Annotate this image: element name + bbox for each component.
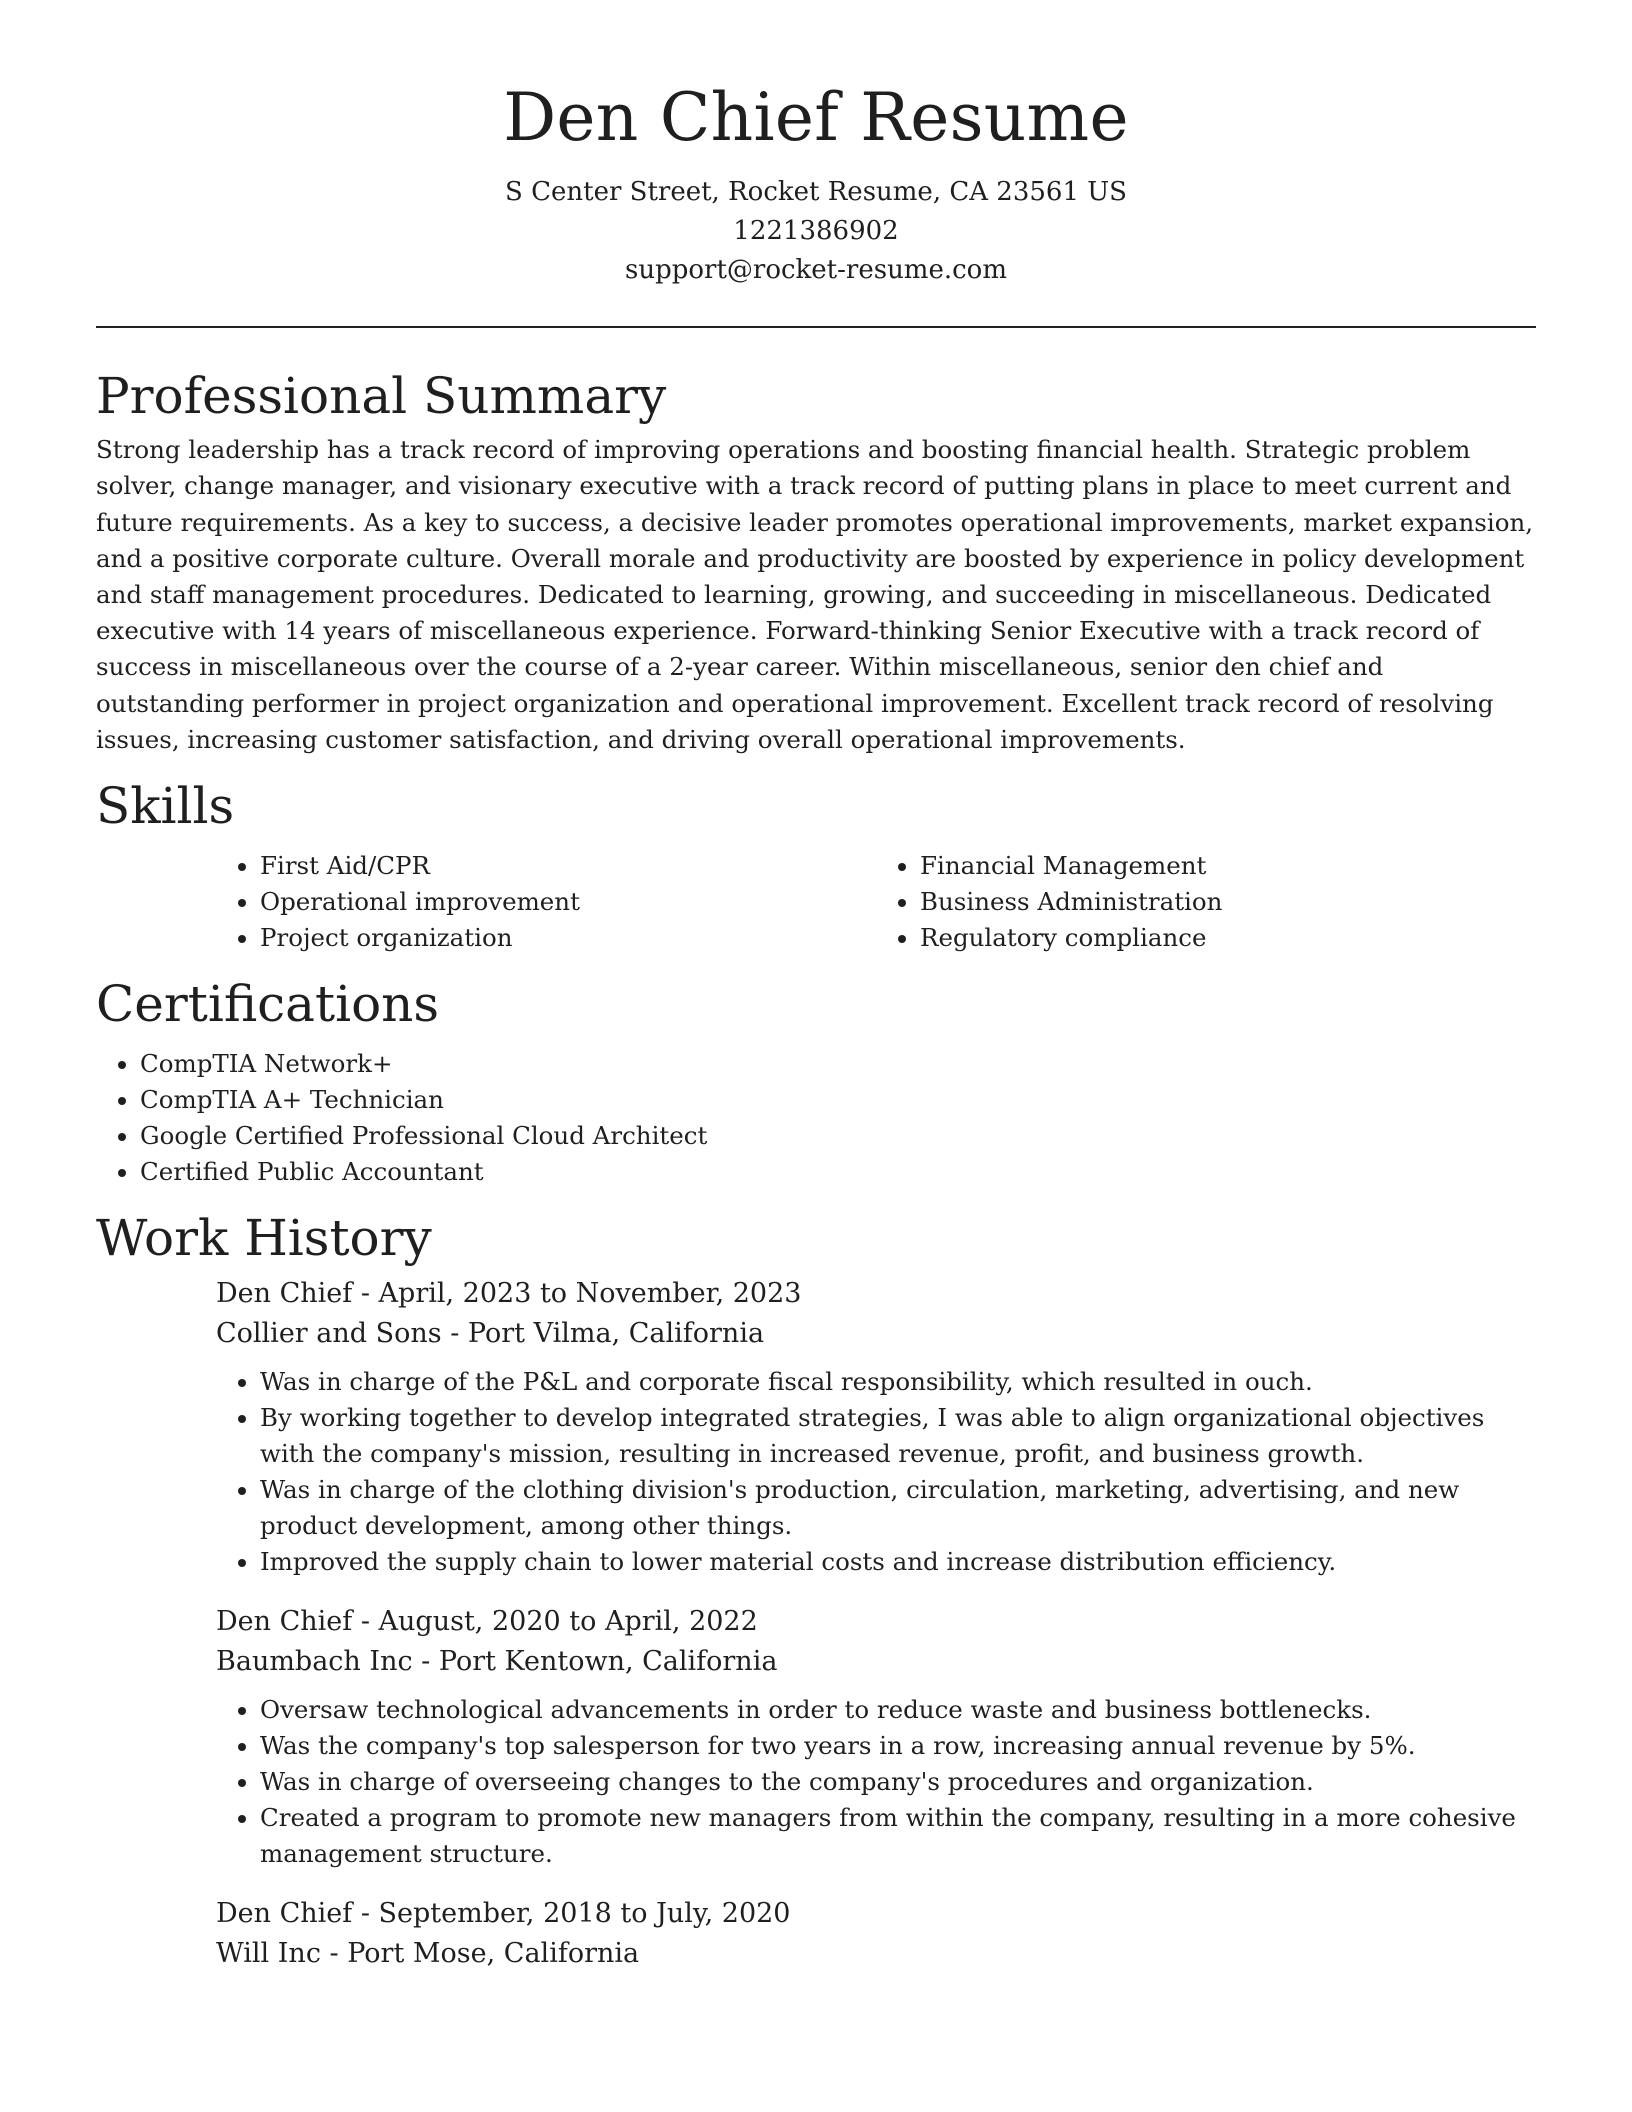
job-bullet: • Was in charge of overseeing changes to the company's procedures and organization. — [260, 1764, 1536, 1800]
job-title-dates: Den Chief - September, 2018 to July, 2020 — [216, 1898, 791, 1930]
job-title-dates: Den Chief - April, 2023 to November, 2023 — [216, 1278, 802, 1310]
job-company-location: Collier and Sons - Port Vilma, California — [216, 1318, 765, 1350]
resume-header — [96, 0, 1536, 290]
job-bullets — [216, 1364, 1536, 1580]
job-bullets — [216, 1692, 1536, 1872]
job-bullet: • Was the company's top salesperson for two years in a row, increasing annual revenue by 5%. — [260, 1728, 1536, 1764]
skills-list-right — [876, 848, 1536, 956]
contact-email: support@rocket-resume.com — [624, 255, 1007, 286]
contact-phone: 1221386902 — [733, 216, 899, 247]
contact-block — [96, 173, 1536, 290]
job-bullet: • Improved the supply chain to lower material costs and increase distribution efficiency. — [260, 1544, 1536, 1580]
certifications-list — [96, 1046, 1536, 1190]
job-entry — [216, 1602, 1536, 1872]
skill-item: • Business Administration — [920, 884, 1536, 920]
section-title-skills: Skills — [96, 777, 235, 836]
work-history-section — [96, 1208, 1536, 1974]
certifications-section — [96, 974, 1536, 1190]
skill-item: • Regulatory compliance — [920, 920, 1536, 956]
job-bullet: • Was in charge of the clothing division's production, circulation, marketing, advertising, and new product development, among other things. — [260, 1472, 1536, 1544]
skills-section — [96, 776, 1536, 956]
summary-paragraph: Strong leadership has a track record of improving operations and boosting financial health. Strategic problem solver, change manager, and visionary executive with a track record of putting plans in place to meet current and future requirements. As a key to success, a decisive leader promotes operational improvements, market expansion, and a positive corporate culture. Overall morale and productivity are boosted by experience in policy development and staff management procedures. Dedicated to learning, growing, and succeeding in miscellaneous. Dedicated executive with 14 years of miscellaneous experience. Forward-thinking Senior Executive with a track record of success in miscellaneous over the course of a 2-year career. Within miscellaneous, senior den chief and outstanding performer in project organization and operational improvement. Excellent track record of resolving issues, increasing customer satisfaction, and driving overall operational improvements. — [96, 435, 1534, 754]
job-bullet: • By working together to develop integrated strategies, I was able to align organizational objectives with the company's mission, resulting in increased revenue, profit, and business growth. — [260, 1400, 1536, 1472]
section-title-certifications: Certifications — [96, 975, 440, 1034]
job-company-location: Will Inc - Port Mose, California — [216, 1938, 640, 1970]
certification-item: • CompTIA Network+ — [140, 1046, 1536, 1082]
job-bullet: • Created a program to promote new managers from within the company, resulting in a more cohesive management structure. — [260, 1800, 1536, 1872]
certification-item: • Certified Public Accountant — [140, 1154, 1536, 1190]
skills-grid — [216, 848, 1536, 956]
job-title-dates: Den Chief - August, 2020 to April, 2022 — [216, 1606, 758, 1638]
resume-title: Den Chief Resume — [503, 79, 1129, 156]
job-entry — [216, 1894, 1536, 1974]
certification-item: • CompTIA A+ Technician — [140, 1082, 1536, 1118]
section-title-summary: Professional Summary — [96, 367, 667, 426]
resume-page — [96, 0, 1536, 1974]
skills-list-left — [216, 848, 876, 956]
skill-item: • First Aid/CPR — [260, 848, 876, 884]
job-bullet: • Oversaw technological advancements in order to reduce waste and business bottlenecks. — [260, 1692, 1536, 1728]
job-bullet: • Was in charge of the P&L and corporate fiscal responsibility, which resulted in ouch. — [260, 1364, 1536, 1400]
contact-address: S Center Street, Rocket Resume, CA 23561 US — [505, 177, 1127, 208]
section-title-work-history: Work History — [96, 1209, 432, 1268]
header-divider — [96, 326, 1536, 328]
skill-item: • Operational improvement — [260, 884, 876, 920]
skill-item: • Project organization — [260, 920, 876, 956]
professional-summary-section — [96, 366, 1536, 758]
certification-item: • Google Certified Professional Cloud Architect — [140, 1118, 1536, 1154]
job-entry — [216, 1274, 1536, 1580]
skill-item: • Financial Management — [920, 848, 1536, 884]
job-company-location: Baumbach Inc - Port Kentown, California — [216, 1646, 778, 1678]
